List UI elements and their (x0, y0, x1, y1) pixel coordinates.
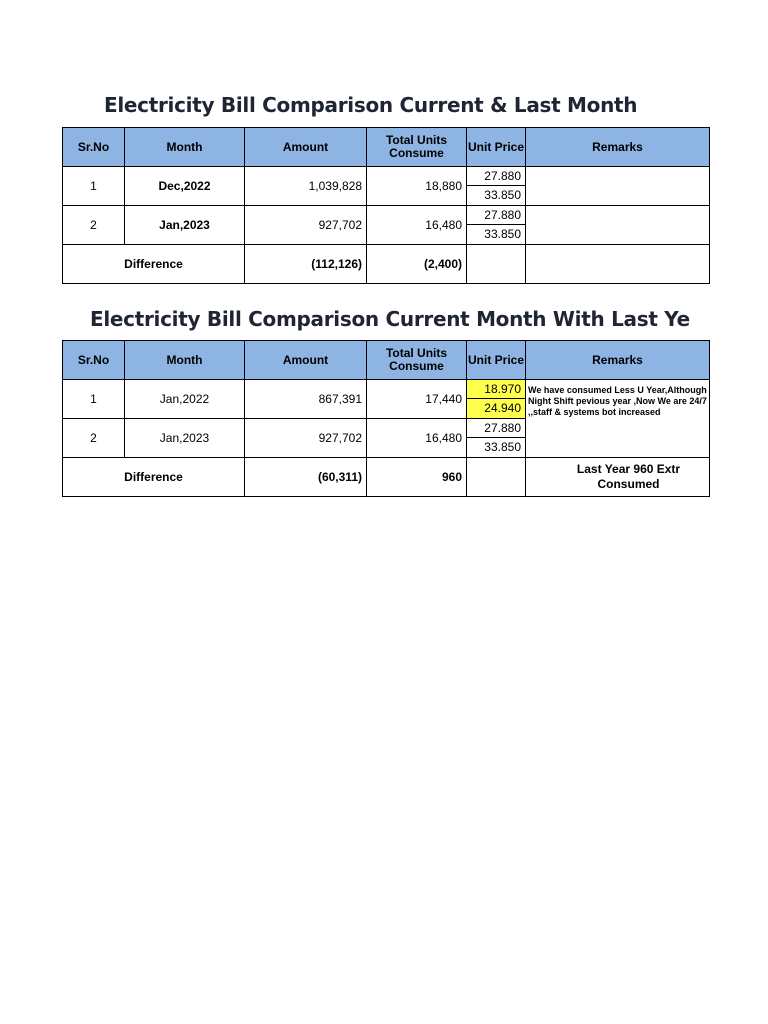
difference-units[interactable]: (2,400) (367, 245, 467, 284)
header-amount: Amount (245, 341, 367, 380)
difference-row (63, 245, 710, 284)
cell-sr-no[interactable]: 1 (63, 380, 125, 419)
table1-title: Electricity Bill Comparison Current & Last Month (104, 93, 638, 117)
header-month: Month (125, 341, 245, 380)
cell-remarks[interactable] (526, 167, 710, 206)
cell-units[interactable]: 16,480 (367, 419, 467, 458)
unit-price-b: 33.850 (484, 188, 521, 202)
unit-price-b: 24.940 (467, 399, 525, 418)
unit-price-b: 33.850 (484, 227, 521, 241)
cell-month[interactable]: Jan,2023 (125, 206, 245, 245)
cell-month[interactable]: Jan,2022 (125, 380, 245, 419)
unit-price-a: 27.880 (467, 206, 525, 225)
cell-unit-price[interactable] (467, 167, 526, 206)
difference-remarks[interactable] (526, 245, 710, 284)
cell-month[interactable]: Dec,2022 (125, 167, 245, 206)
difference-label[interactable]: Difference (63, 458, 245, 497)
table1-header-row (63, 128, 710, 167)
table1-container (62, 127, 647, 284)
header-total-units (367, 128, 467, 167)
cell-amount[interactable]: 927,702 (245, 419, 367, 458)
table2-header-row (63, 341, 710, 380)
difference-unit-price[interactable] (467, 245, 526, 284)
difference-row (63, 458, 710, 497)
table-row (63, 167, 710, 206)
cell-unit-price[interactable] (467, 419, 526, 458)
unit-price-a: 27.880 (467, 419, 525, 438)
header-unit-price: Unit Price (467, 341, 526, 380)
difference-remarks[interactable]: Last Year 960 Extr Consumed (526, 458, 710, 497)
difference-unit-price[interactable] (467, 458, 526, 497)
header-total-units-line2: Consume (389, 146, 444, 160)
cell-sr-no[interactable]: 2 (63, 206, 125, 245)
difference-amount[interactable]: (60,311) (245, 458, 367, 497)
unit-price-a: 18.970 (467, 380, 525, 399)
cell-units[interactable]: 18,880 (367, 167, 467, 206)
cell-remarks-merged[interactable]: We have consumed Less U Year,Although Night Shift pevious year ,Now We are 24/7 ,,staff & systems bot increased (526, 380, 710, 458)
header-total-units-line2: Consume (389, 359, 444, 373)
cell-sr-no[interactable]: 1 (63, 167, 125, 206)
table2-title: Electricity Bill Comparison Current Month With Last Ye (90, 307, 690, 331)
difference-units[interactable]: 960 (367, 458, 467, 497)
cell-units[interactable]: 16,480 (367, 206, 467, 245)
cell-sr-no[interactable]: 2 (63, 419, 125, 458)
cell-remarks[interactable] (526, 206, 710, 245)
cell-unit-price[interactable] (467, 206, 526, 245)
table-row (63, 206, 710, 245)
table2-container (62, 340, 707, 497)
header-month: Month (125, 128, 245, 167)
unit-price-b: 33.850 (484, 440, 521, 454)
header-remarks: Remarks (526, 341, 710, 380)
table1 (62, 127, 710, 284)
table-row (63, 380, 710, 419)
cell-amount[interactable]: 927,702 (245, 206, 367, 245)
difference-amount[interactable]: (112,126) (245, 245, 367, 284)
table2 (62, 340, 710, 497)
header-unit-price: Unit Price (467, 128, 526, 167)
cell-month[interactable]: Jan,2023 (125, 419, 245, 458)
cell-unit-price[interactable] (467, 380, 526, 419)
header-sr-no: Sr.No (63, 128, 125, 167)
header-amount: Amount (245, 128, 367, 167)
cell-amount[interactable]: 867,391 (245, 380, 367, 419)
cell-units[interactable]: 17,440 (367, 380, 467, 419)
header-remarks: Remarks (526, 128, 710, 167)
header-sr-no: Sr.No (63, 341, 125, 380)
difference-label[interactable]: Difference (63, 245, 245, 284)
header-total-units (367, 341, 467, 380)
header-total-units-line1: Total Units (385, 346, 448, 360)
unit-price-a: 27.880 (467, 167, 525, 186)
cell-amount[interactable]: 1,039,828 (245, 167, 367, 206)
header-total-units-line1: Total Units (385, 133, 448, 147)
